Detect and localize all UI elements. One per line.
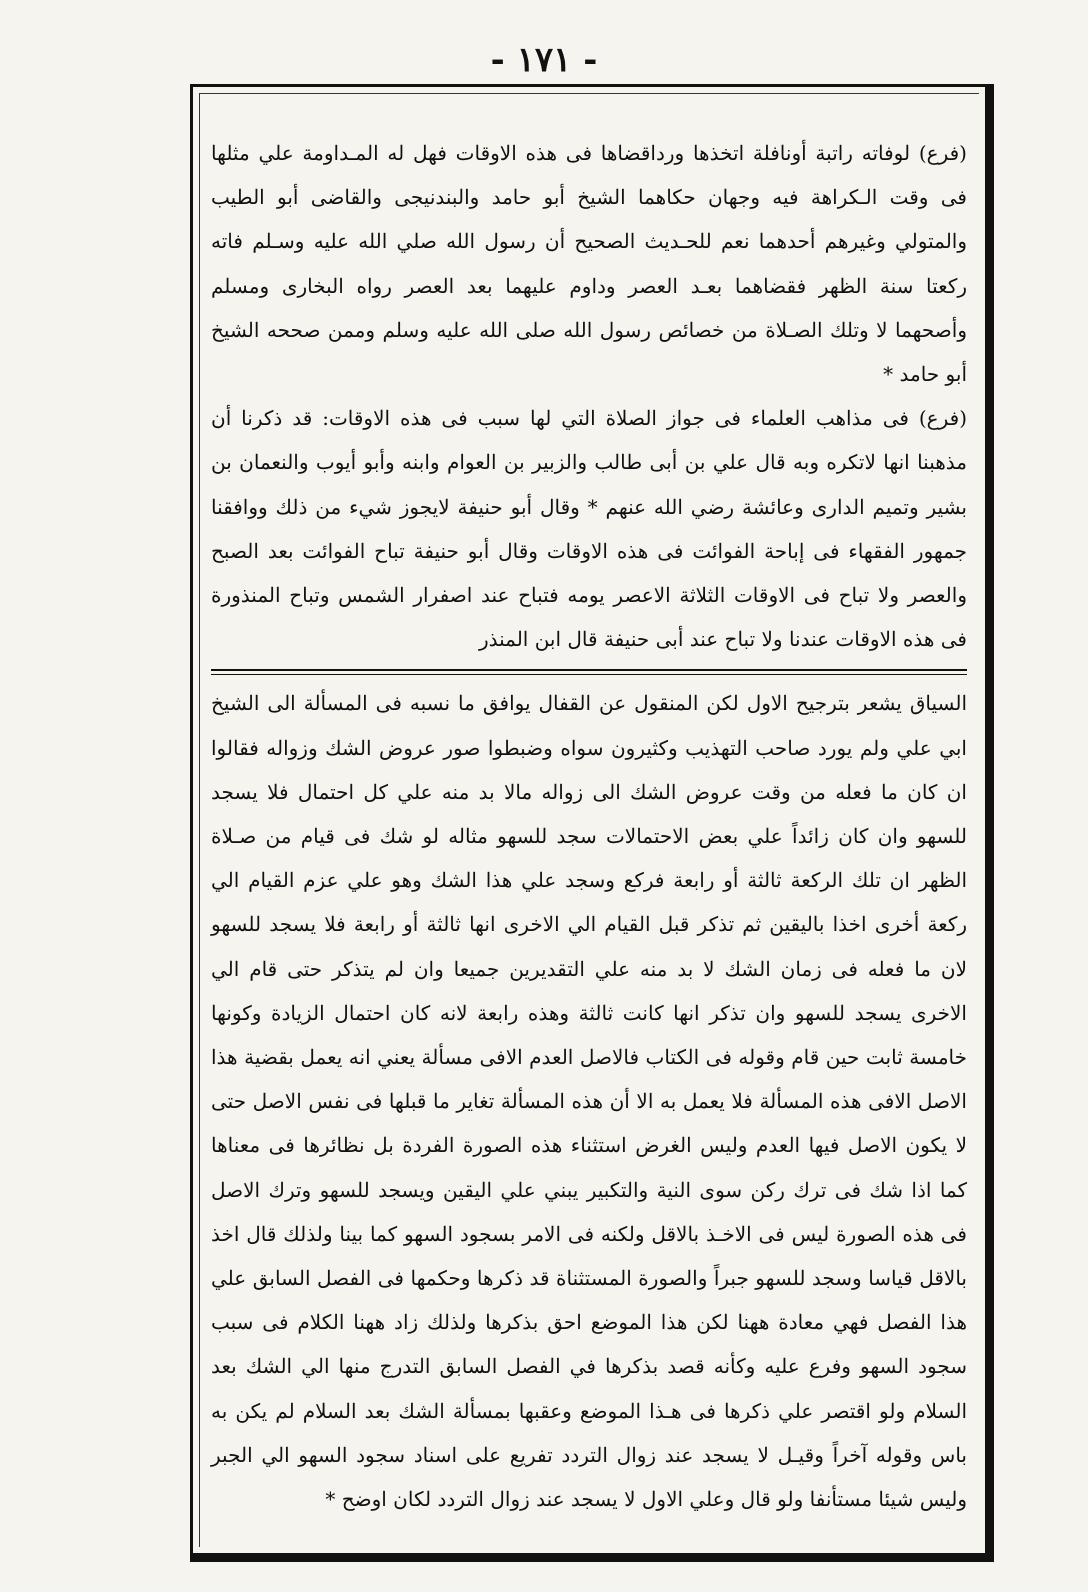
commentary-paragraph: السياق يشعر بترجيح الاول لكن المنقول عن القفال يوافق ما نسبه فى المسألة الى الشيخ ابي علي ولم يورد صاحب التهذيب وكثيرون سواه وضبطوا صور عروض الشك وزواله فقالوا ان كان ما فعله من وقت عروض الشك الى زواله مالا بد منه علي كل احتمال فلا يسجد للسهو وان كان زائداً علي بعض الاحتمالات سجد للسهو مثاله لو شك فى قيام من صـلاة الظهر ان تلك الركعة ثالثة أو رابعة فركع وسجد علي هذا الشك وهو علي عزم القيام الي ركعة أخرى اخذا باليقين ثم تذكر قبل القيام الي الاخرى انها ثالثة أو رابعة فلا يسجد للسهو لان ما فعله فى زمان الشك لا بد منه علي التقديرين جميعا وان لم يتذكر حتى قام الي الاخرى يسجد للسهو وان تذكر انها كانت ثالثة وهذه رابعة لانه كان احتمال الزيادة وكونها خامسة ثابت حين قام وقوله فى الكتاب فالاصل العدم الافى مسألة يعني انه يعمل بقضية هذا الاصل الافى هذه المسألة فلا يعمل به الا أن هذه المسألة تغاير ما قبلها فى نفس الاصل حتى لا يكون الاصل فيها العدم وليس الغرض استثناء هذه الصورة الفردة بل نظائرها فى معناها كما اذا شك فى ترك ركن سوى النية والتكبير يبني علي اليقين ويسجد للسهو وترك الاصل فى هذه الصورة ليس فى الاخـذ بالاقل ولكنه فى الامر بسجود السهو كما بينا ولذلك قال اخذ بالاقل قياسا وسجد للسهو جبراً والصورة المستثناة قد ذكرها وحكمها فى الفصل السابق علي هذا الفصل فهي معادة ههنا لكن هذا الموضع احق بذكرها ولذلك زاد ههنا الكلام فى سبب سجود السهو وفرع عليه وكأنه قصد بذكرها في الفصل السابق التدرج منها الي الشك بعد السلام ولو اقتصر علي ذكرها فى هـذا الموضع وعقبها بمسألة الشك بعد السلام لم يكن به باس وقوله آخراً وقيـل لا يسجد عند زوال التردد تفريع على اسناد سجود السهو الي الجبر وليس شيئا مستأنفا ولو قال وعلي الاول لا يسجد عند زوال التردد لكان اوضح * bbox=[211, 691, 968, 1512]
section-divider bbox=[211, 669, 967, 675]
main-paragraph: (فرع) فى مذاهب العلماء فى جواز الصلاة التي لها سبب فى هذه الاوقات: قد ذكرنا أن مذهبنا انها لاتكره وبه قال علي بن أبى طالب والزبير بن العوام وابنه وأبو أيوب والنعمان بن بشير وتميم الدارى وعائشة رضي الله عنهم * وقال أبو حنيفة لايجوز شيء من ذلك ووافقنا جمهور الفقهاء فى إباحة الفوائت فى هذه الاوقات وقال أبو حنيفة تباح الفوائت بعد الصبح والعصر ولا تباح فى الاوقات الثلاثة الاعصر يومه فتباح عند اصفرار الشمس وتباح المنذورة فى هذه الاوقات عندنا ولا تباح عند أبى حنيفة قال ابن المنذر bbox=[211, 406, 968, 652]
page-frame bbox=[190, 84, 994, 1562]
main-paragraph: (فرع) لوفاته راتبة أونافلة اتخذها ورداقضاها فى هذه الاوقات فهل له المـداومة علي مثلها فى وقت الـكراهة فيه وجهان حكاهما الشيخ أبو حامد والبندنيجى والقاضى أبو الطيب والمتولي وغيرهم أحدهما نعم للحـديث الصحيح أن رسول الله صلي الله عليه وسـلم فاته ركعتا سنة الظهر فقضاهما بعـد العصر وداوم عليهما بعد العصر رواه البخارى ومسلم وأصحهما لا وتلك الصـلاة من خصائص رسول الله صلى الله عليه وسلم وممن صححه الشيخ أبو حامد * bbox=[211, 141, 967, 387]
main-text bbox=[211, 131, 967, 661]
page-number: - ١٧١ - bbox=[490, 40, 598, 80]
commentary-text bbox=[211, 681, 967, 1521]
